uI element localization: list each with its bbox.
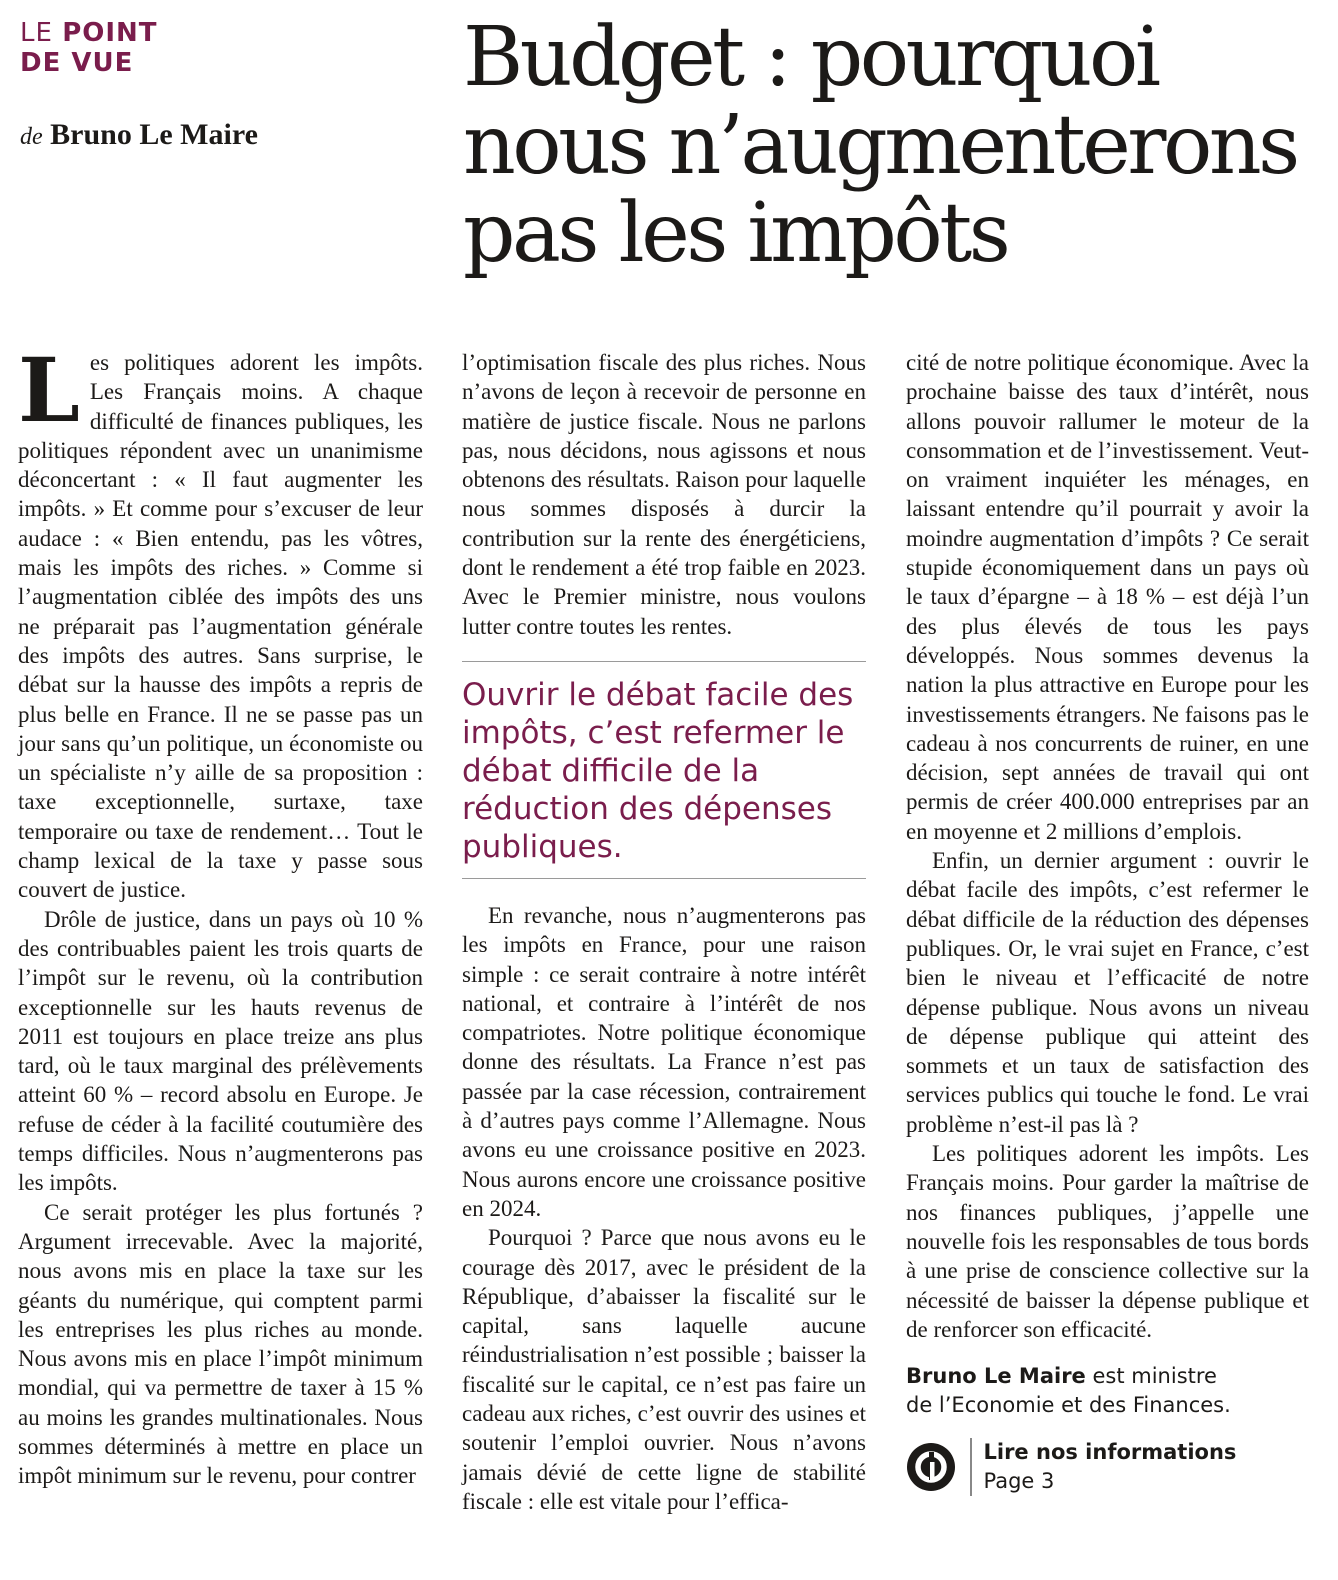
article-column-2	[462, 348, 866, 1516]
newspaper-logo-icon	[906, 1442, 956, 1492]
read-more-promo[interactable]	[906, 1438, 1309, 1496]
drop-cap: L	[18, 338, 80, 442]
rubric-le: LE	[20, 18, 63, 48]
promo-divider	[970, 1438, 972, 1496]
rubric-point: POINT	[62, 18, 158, 48]
rubric-de-vue: DE VUE	[20, 48, 134, 78]
section-rubric	[20, 18, 158, 78]
headline: Budget : pourquoi nous n’augmenterons pas les impôts	[463, 10, 1297, 281]
author-note	[906, 1362, 1309, 1420]
paragraph: Enfin, un dernier argument : ouvrir le débat facile des impôts, c’est refermer le débat difficile de la réduction des dépenses publiques. Or, le vrai sujet en France, c’est bien le niveau et l’efficacité de notre dépense publique. Nous avons un niveau de dépense publique qui atteint des sommets et un taux de satisfaction des services publics qui touche le fond. Le vrai problème n’est-il pas là ?	[906, 848, 1309, 1137]
author-note-role-line2: de l’Economie et des Finances.	[906, 1393, 1231, 1418]
byline	[20, 118, 258, 152]
promo-page: Page 3	[983, 1469, 1055, 1494]
author-note-name: Bruno Le Maire	[906, 1364, 1086, 1389]
paragraph-text: es politiques adorent les impôts. Les Français moins. A chaque difficulté de finances publiques, les politiques répondent avec un unanimisme déconcertant : « Il faut augmenter les impôts. » Et comme pour s’excuser de leur audace : « Bien entendu, pas les vôtres, mais les impôts des riches. » Comme si l’augmentation ciblée des impôts des uns ne préparait pas l’augmentation générale des impôts des autres. Sans surprise, le débat sur la hausse des impôts a repris de plus belle en France. Il ne se passe pas un jour sans qu’un politique, un économiste ou un spécialiste n’y aille de sa proposition : taxe exceptionnelle, surtaxe, taxe temporaire ou taxe de rendement… Tout le champ lexical de la taxe y passe sous couvert de justice.	[18, 350, 423, 903]
promo-title: Lire nos informations	[983, 1440, 1237, 1465]
paragraph: Pourquoi ? Parce que nous avons eu le courage dès 2017, avec le président de la République, d’abaisser la fiscalité sur le capital, sans laquelle aucune réindustrialisation n’est possible ; baisser la fiscalité sur le capital, ce n’est pas faire un cadeau aux riches, c’est ouvrir des usines et soutenir l’emploi ouvrier. Nous n’avons jamais dévié de cette ligne de stabilité fiscale : elle est vitale pour l’effica-	[462, 1225, 866, 1514]
paragraph: cité de notre politique économique. Avec la prochaine baisse des taux d’intérêt, nous allons pouvoir rallumer le moteur de la consommation et de l’investissement. Veut-on vraiment inquiéter les ménages, en laissant entendre qu’il pourrait y avoir la moindre augmentation d’impôts ? Ce serait stupide économiquement dans un pays où le taux d’épargne – à 18 % – est déjà l’un des plus élevés de tous les pays développés. Nous sommes devenus la nation la plus attractive en Europe pour les investissements étrangers. Ne faisons pas le cadeau à nos concurrents de ruiner, en une décision, sept années de travail qui ont permis de créer 400.000 entreprises par an en moyenne et 2 millions d’emplois.	[906, 350, 1309, 844]
promo-text	[984, 1438, 1237, 1496]
paragraph: l’optimisation fiscale des plus riches. Nous n’avons de leçon à recevoir de personne en matière de justice fiscale. Nous ne parlons pas, nous décidons, nous agissons et nous obtenons des résultats. Raison pour laquelle nous sommes disposés à durcir la contribution sur la rente des énergéticiens, dont le rendement a été trop faible en 2023. Avec le Premier ministre, nous voulons lutter contre toutes les rentes.	[462, 350, 866, 639]
paragraph	[18, 338, 423, 905]
author-note-role: est ministre	[1085, 1364, 1217, 1389]
paragraph: En revanche, nous n’augmenterons pas les impôts en France, pour une raison simple : ce serait contraire à notre intérêt national, et contraire à l’intérêt de nos compatriotes. Notre politique économique donne des résultats. La France n’est pas passée par la case récession, contrairement à d’autres pays comme l’Allemagne. Nous avons eu une croissance positive en 2023. Nous aurons encore une croissance positive en 2024.	[462, 902, 866, 1221]
paragraph: Les politiques adorent les impôts. Les Français moins. Pour garder la maîtrise de nos finances publiques, j’appelle une nouvelle fois les responsables de tous bords à une prise de conscience collective sur la nécessité de baisser la dépense publique et de renforcer son efficacité.	[906, 1141, 1309, 1342]
byline-prefix: de	[20, 124, 43, 150]
paragraph: Ce serait protéger les plus fortunés ? Argument irrecevable. Avec la majorité, nous avons mis en place la taxe sur les géants du numérique, qui comptent parmi les entreprises les plus riches au monde. Nous avons mis en place l’impôt minimum mondial, qui va permettre de taxer à 15 % au moins les grandes multinationales. Nous sommes déterminés à mettre en place un impôt minimum sur le revenu, pour contrer	[18, 1199, 423, 1489]
article-column-3	[906, 348, 1309, 1496]
pull-quote: Ouvrir le débat facile des impôts, c’est refermer le débat difficile de la réduction des dépenses publiques.	[462, 661, 866, 879]
byline-author: Bruno Le Maire	[50, 118, 258, 151]
article-column-1	[18, 338, 423, 1491]
paragraph: Drôle de justice, dans un pays où 10 % des contribuables paient les trois quarts de l’impôt sur le revenu, où la contribution exceptionnelle sur les hauts revenus de 2011 est toujours en place treize ans plus tard, où le taux marginal des prélèvements atteint 60 % – record absolu en Europe. Je refuse de céder à la facilité coutumière des temps difficiles. Nous n’augmenterons pas les impôts.	[18, 906, 423, 1196]
